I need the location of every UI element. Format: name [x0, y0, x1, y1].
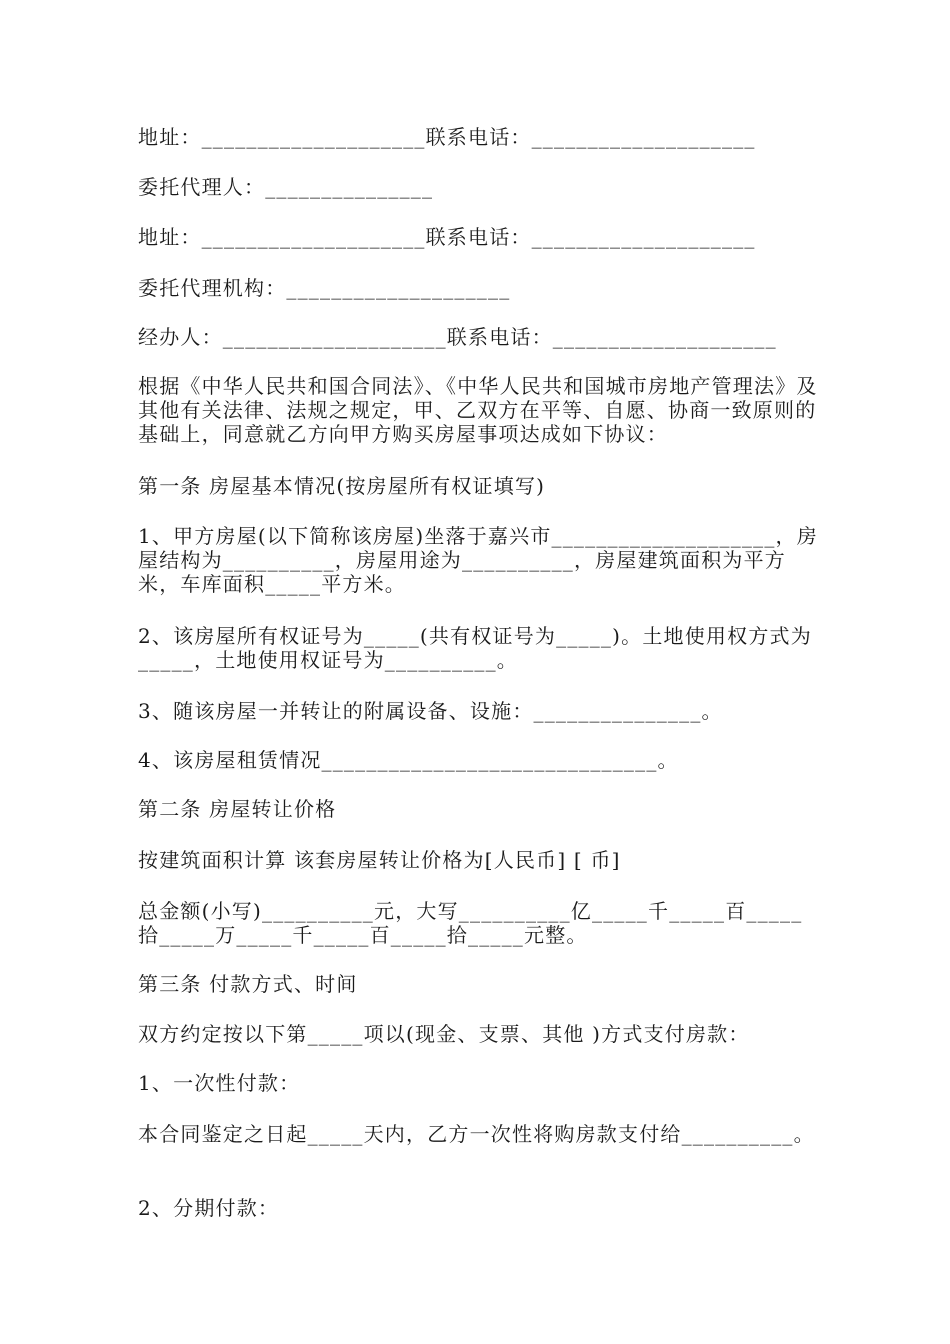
agency-line: 委托代理机构：____________________ [138, 276, 511, 300]
lump-sum-paragraph: 本合同鉴定之日起_____天内，乙方一次性将购房款支付给__________。 [138, 1122, 815, 1146]
article-3-heading: 第三条 付款方式、时间 [138, 972, 358, 996]
agent-address-line: 地址：____________________联系电话：____________________ [138, 225, 756, 249]
handler-line: 经办人：____________________联系电话：____________________ [138, 325, 777, 349]
article-1-item-3: 3、随该房屋一并转让的附属设备、设施：_______________。 [138, 699, 723, 723]
installment-heading: 2、分期付款： [138, 1196, 280, 1220]
article-2-heading: 第二条 房屋转让价格 [138, 797, 337, 821]
price-basis-line: 按建筑面积计算 该套房屋转让价格为[人民币] [ 币] [138, 848, 621, 872]
payment-method-line: 双方约定按以下第_____项以(现金、支票、其他 )方式支付房款： [138, 1022, 750, 1046]
lump-sum-heading: 1、一次性付款： [138, 1071, 301, 1095]
party-address-line: 地址：____________________联系电话：____________________ [138, 125, 756, 149]
article-1-item-1: 1、甲方房屋(以下简称该房屋)坐落于嘉兴市____________________，房屋结构为__________，房屋用途为__________，房屋建筑面积为平方米，车库面积_____平方米。 [138, 524, 818, 596]
total-amount-paragraph: 总金额(小写)__________元，大写__________亿_____千_____百_____拾_____万_____千_____百_____拾_____元整。 [138, 899, 803, 947]
article-1-heading: 第一条 房屋基本情况(按房屋所有权证填写) [138, 474, 546, 498]
preamble-paragraph: 根据《中华人民共和国合同法》、《中华人民共和国城市房地产管理法》及其他有关法律、法规之规定，甲、乙双方在平等、自愿、协商一致原则的基础上，同意就乙方向甲方购买房屋事项达成如下协议： [138, 374, 818, 446]
agent-line: 委托代理人：_______________ [138, 175, 434, 199]
article-1-item-2: 2、该房屋所有权证号为_____(共有权证号为_____)。土地使用权方式为_____，土地使用权证号为__________。 [138, 624, 812, 672]
article-1-item-4: 4、该房屋租赁情况______________________________。 [138, 748, 679, 772]
